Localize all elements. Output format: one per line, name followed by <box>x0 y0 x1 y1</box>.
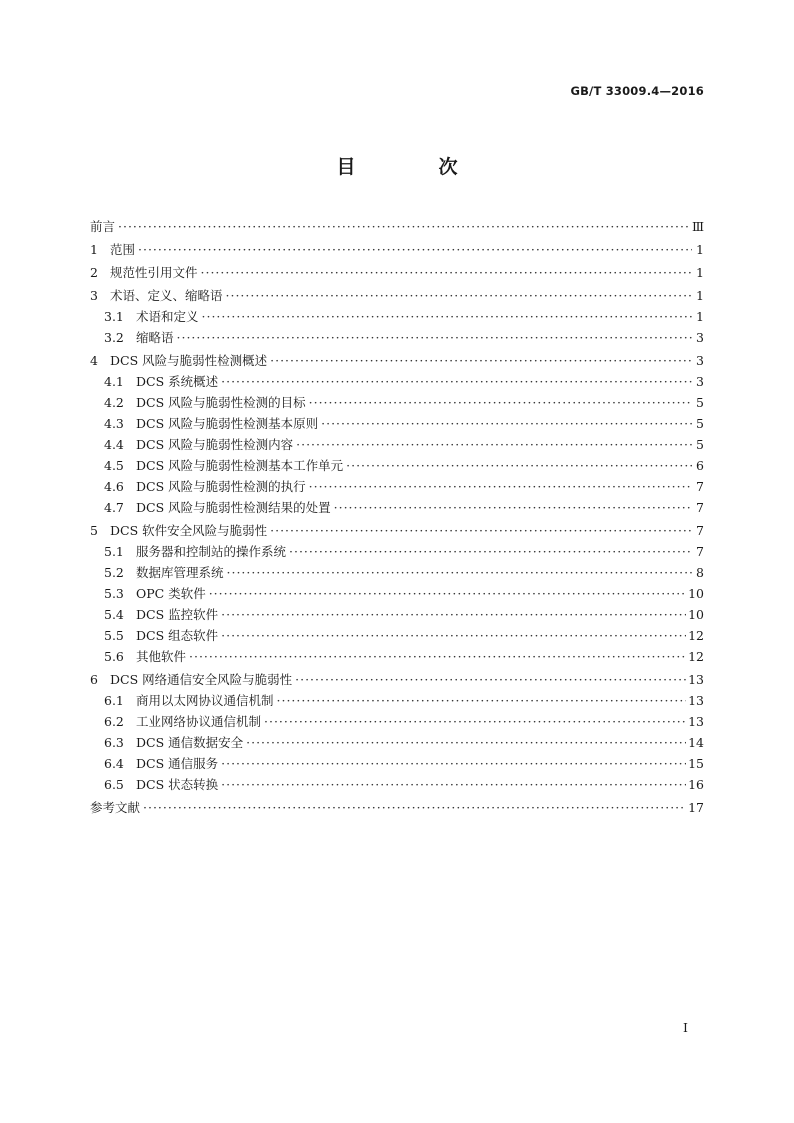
toc-entry-page: 1 <box>696 265 704 280</box>
dot-leader <box>221 774 686 795</box>
toc-entry-page: 14 <box>688 735 704 750</box>
dot-leader <box>202 306 692 327</box>
toc-entry-label: DCS 风险与脆弱性检测基本原则 <box>136 416 319 431</box>
toc-entry[interactable] <box>90 625 704 646</box>
dot-leader <box>226 285 692 306</box>
toc-entry-number: 3 <box>90 288 98 303</box>
toc-entry-page: 15 <box>688 756 704 771</box>
toc-entry[interactable] <box>90 413 704 434</box>
toc-entry-number: 4.4 <box>104 437 124 452</box>
toc-entry-number: 4.1 <box>104 374 124 389</box>
toc-entry-label: DCS 风险与脆弱性检测的目标 <box>136 395 306 410</box>
toc-entry-page: 10 <box>688 607 704 622</box>
toc-entry-page: 16 <box>688 777 704 792</box>
toc-entry-page: 1 <box>696 309 704 324</box>
toc-entry-number: 3.1 <box>104 309 124 324</box>
toc-entry-page: 7 <box>696 523 704 538</box>
toc-entry-page: 12 <box>688 649 704 664</box>
dot-leader <box>118 216 690 237</box>
toc-entry-page: 13 <box>688 714 704 729</box>
dot-leader <box>221 604 686 625</box>
toc-entry-label: DCS 风险与脆弱性检测的执行 <box>136 479 306 494</box>
toc-entry-label: 规范性引用文件 <box>110 265 198 280</box>
toc-entry-number: 6.3 <box>104 735 124 750</box>
toc-entry[interactable] <box>90 497 704 518</box>
toc-entry-page: 7 <box>696 544 704 559</box>
dot-leader <box>296 434 692 455</box>
dot-leader <box>143 797 686 818</box>
dot-leader <box>321 413 692 434</box>
toc-entry-label: 服务器和控制站的操作系统 <box>136 544 287 559</box>
toc-entry[interactable] <box>90 541 704 562</box>
toc-entry[interactable] <box>90 604 704 625</box>
toc-entry-number: 4.2 <box>104 395 124 410</box>
toc-entry-number: 6.2 <box>104 714 124 729</box>
toc-entry-label: DCS 风险与脆弱性检测基本工作单元 <box>136 458 344 473</box>
dot-leader <box>221 753 686 774</box>
toc-entry-page: 7 <box>696 500 704 515</box>
dot-leader <box>334 497 692 518</box>
toc-entry[interactable] <box>90 392 704 413</box>
toc-entry-page: 13 <box>688 693 704 708</box>
toc-entry-page: 12 <box>688 628 704 643</box>
toc-entry-number: 5.1 <box>104 544 124 559</box>
toc-entry[interactable] <box>90 216 704 237</box>
toc-entry-number: 5.6 <box>104 649 124 664</box>
toc-entry-label: 其他软件 <box>136 649 187 664</box>
dot-leader <box>177 327 692 348</box>
toc-entry[interactable] <box>90 350 704 371</box>
toc-entry[interactable] <box>90 455 704 476</box>
toc-entry-number: 4.3 <box>104 416 124 431</box>
dot-leader <box>246 732 686 753</box>
toc-entry-page: 5 <box>696 395 704 410</box>
toc-entry[interactable] <box>90 797 704 818</box>
toc-entry[interactable] <box>90 306 704 327</box>
toc-entry-label: DCS 监控软件 <box>136 607 219 622</box>
toc-entry-number: 5.2 <box>104 565 124 580</box>
standard-number: GB/T 33009.4—2016 <box>570 84 704 98</box>
toc-entry-label: OPC 类软件 <box>136 586 206 601</box>
toc-entry-label: 范围 <box>110 242 136 257</box>
dot-leader <box>289 541 692 562</box>
toc-entry-label: DCS 通信数据安全 <box>136 735 244 750</box>
toc-entry-page: 5 <box>696 416 704 431</box>
toc-entry-label: 工业网络协议通信机制 <box>136 714 262 729</box>
toc-entry[interactable] <box>90 732 704 753</box>
toc-entry-number: 5.5 <box>104 628 124 643</box>
toc-entry-page: 7 <box>696 479 704 494</box>
toc-entry-page: 13 <box>688 672 704 687</box>
toc-entry-page: 17 <box>688 800 704 815</box>
toc-entry-label: 前言 <box>90 219 116 234</box>
dot-leader <box>138 239 692 260</box>
toc-entry-number: 6.1 <box>104 693 124 708</box>
toc-entry-number: 4.7 <box>104 500 124 515</box>
toc-entry-number: 5 <box>90 523 98 538</box>
toc-entry-number: 4 <box>90 353 98 368</box>
toc-entry-number: 6.5 <box>104 777 124 792</box>
dot-leader <box>270 520 692 541</box>
dot-leader <box>221 371 692 392</box>
toc-entry[interactable] <box>90 562 704 583</box>
toc-entry-number: 5.4 <box>104 607 124 622</box>
toc-entry-label: DCS 风险与脆弱性检测概述 <box>110 353 268 368</box>
toc-entry-page: 3 <box>696 353 704 368</box>
dot-leader <box>227 562 692 583</box>
dot-leader <box>264 711 686 732</box>
dot-leader <box>277 690 687 711</box>
toc-entry-label: DCS 网络通信安全风险与脆弱性 <box>110 672 293 687</box>
toc-entry-page: 5 <box>696 437 704 452</box>
toc-entry-label: DCS 系统概述 <box>136 374 219 389</box>
toc-entry[interactable] <box>90 262 704 283</box>
toc-entry-label: DCS 状态转换 <box>136 777 219 792</box>
dot-leader <box>209 583 686 604</box>
toc-entry[interactable] <box>90 476 704 497</box>
toc-entry[interactable] <box>90 327 704 348</box>
toc-entry[interactable] <box>90 669 704 690</box>
toc-entry-label: 术语和定义 <box>136 309 199 324</box>
toc-entry-number: 2 <box>90 265 98 280</box>
toc-entry-number: 6.4 <box>104 756 124 771</box>
toc-entry-label: DCS 组态软件 <box>136 628 219 643</box>
toc-entry-number: 6 <box>90 672 98 687</box>
dot-leader <box>221 625 686 646</box>
toc-entry-number: 4.6 <box>104 479 124 494</box>
dot-leader <box>346 455 692 476</box>
toc-entry-page: 3 <box>696 330 704 345</box>
dot-leader <box>295 669 686 690</box>
toc-entry-page: 8 <box>696 565 704 580</box>
toc-entry-label: DCS 风险与脆弱性检测内容 <box>136 437 294 452</box>
toc-entry[interactable] <box>90 371 704 392</box>
dot-leader <box>309 476 692 497</box>
toc-entry[interactable] <box>90 520 704 541</box>
toc-entry-page: Ⅲ <box>691 219 704 234</box>
toc-entry[interactable] <box>90 646 704 667</box>
toc-entry-number: 1 <box>90 242 98 257</box>
toc-entry-page: 1 <box>696 242 704 257</box>
toc-entry-label: 术语、定义、缩略语 <box>110 288 223 303</box>
toc-entry-label: 缩略语 <box>136 330 174 345</box>
toc-entry-number: 4.5 <box>104 458 124 473</box>
toc-entry[interactable] <box>90 285 704 306</box>
toc-entry[interactable] <box>90 711 704 732</box>
toc-entry-label: DCS 通信服务 <box>136 756 219 771</box>
toc-entry[interactable] <box>90 774 704 795</box>
toc-entry-label: DCS 风险与脆弱性检测结果的处置 <box>136 500 331 515</box>
dot-leader <box>189 646 686 667</box>
toc-entry[interactable] <box>90 239 704 260</box>
toc-entry-page: 10 <box>688 586 704 601</box>
toc-entry-number: 5.3 <box>104 586 124 601</box>
dot-leader <box>270 350 692 371</box>
page-number: Ⅰ <box>683 1020 688 1035</box>
dot-leader <box>201 262 692 283</box>
dot-leader <box>309 392 692 413</box>
toc-entry[interactable] <box>90 690 704 711</box>
table-of-contents <box>90 216 704 818</box>
toc-entry-page: 3 <box>696 374 704 389</box>
toc-entry-page: 1 <box>696 288 704 303</box>
toc-entry-label: DCS 软件安全风险与脆弱性 <box>110 523 268 538</box>
toc-entry-label: 参考文献 <box>90 800 141 815</box>
toc-entry-page: 6 <box>696 458 704 473</box>
toc-entry[interactable] <box>90 583 704 604</box>
toc-entry-label: 数据库管理系统 <box>136 565 224 580</box>
toc-entry-number: 3.2 <box>104 330 124 345</box>
toc-entry[interactable] <box>90 434 704 455</box>
toc-entry[interactable] <box>90 753 704 774</box>
toc-entry-label: 商用以太网协议通信机制 <box>136 693 274 708</box>
page-title: 目 次 <box>336 156 490 178</box>
